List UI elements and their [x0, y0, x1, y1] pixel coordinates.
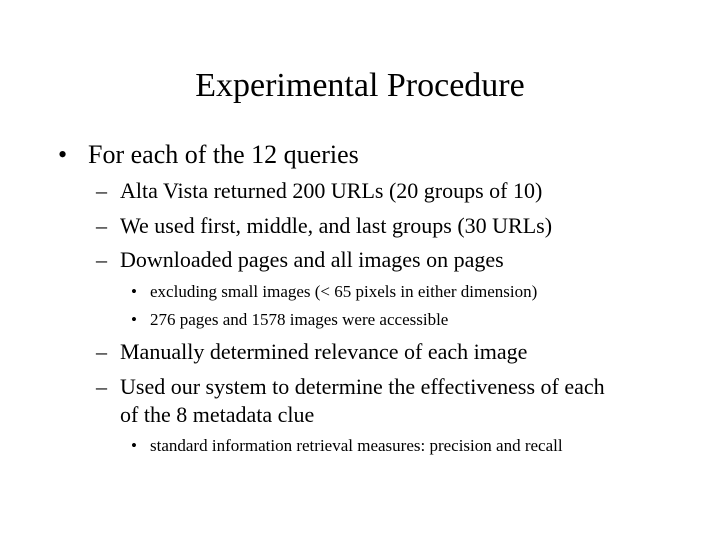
- bullet-marker: •: [58, 140, 68, 169]
- sub-bullet-text: excluding small images (< 65 pixels in either dimension): [150, 282, 538, 301]
- dash-text: Manually determined relevance of each image: [120, 339, 528, 364]
- dash-marker: –: [96, 178, 107, 203]
- dash-marker: –: [96, 247, 107, 272]
- dash-text: Alta Vista returned 200 URLs (20 groups of 10): [120, 178, 543, 203]
- dash-text: Used our system to determine the effectiveness of each: [120, 374, 605, 399]
- bullet-text: For each of the 12 queries: [88, 140, 359, 169]
- sub-bullet-marker: •: [131, 436, 137, 455]
- slide-title: Experimental Procedure: [195, 67, 525, 104]
- dash-marker: –: [96, 374, 107, 399]
- dash-marker: –: [96, 339, 107, 364]
- dash-text: We used first, middle, and last groups (30 URLs): [120, 213, 553, 238]
- sub-bullet-marker: •: [131, 310, 137, 329]
- dash-text-continued: of the 8 metadata clue: [120, 402, 315, 427]
- sub-bullet-text: 276 pages and 1578 images were accessible: [150, 310, 449, 329]
- dash-marker: –: [96, 213, 107, 238]
- dash-text: Downloaded pages and all images on pages: [120, 247, 504, 272]
- sub-bullet-text: standard information retrieval measures: precision and recall: [150, 436, 563, 455]
- sub-bullet-marker: •: [131, 282, 137, 301]
